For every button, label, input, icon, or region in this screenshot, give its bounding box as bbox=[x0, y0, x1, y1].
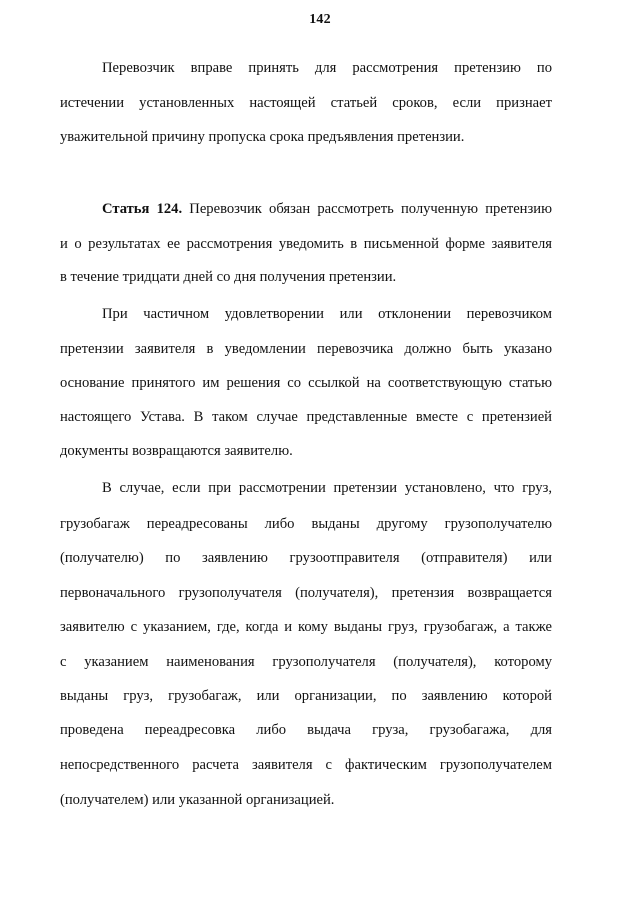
paragraph-4-line-7: выданы груз, грузобагаж, или организации, по заявлению которой bbox=[60, 688, 552, 704]
article-label: Статья 124. bbox=[102, 201, 183, 217]
page-number: 142 bbox=[309, 12, 331, 27]
paragraph-1-line-2: истечении установленных настоящей статьей сроков, если признает bbox=[60, 95, 552, 111]
paragraph-2-line-3: в течение тридцати дней со дня получения претензии. bbox=[60, 269, 397, 285]
paragraph-3-line-2: претензии заявителя в уведомлении перевозчика должно быть указано bbox=[60, 341, 552, 357]
paragraph-4-line-6: с указанием наименования грузополучателя (получателя), которому bbox=[60, 654, 552, 670]
paragraph-3-line-3: основание принятого им решения со ссылкой на соответствующую статью bbox=[60, 375, 552, 391]
paragraph-2-line-2: и о результатах ее рассмотрения уведомить в письменной форме заявителя bbox=[60, 236, 552, 252]
paragraph-4-line-2: грузобагаж переадресованы либо выданы другому грузополучателю bbox=[60, 516, 552, 532]
paragraph-4-line-4: первоначального грузополучателя (получателя), претензия возвращается bbox=[60, 585, 552, 601]
paragraph-4-line-3: (получателю) по заявлению грузоотправителя (отправителя) или bbox=[60, 550, 552, 566]
paragraph-4-line-1: В случае, если при рассмотрении претензии установлено, что груз, bbox=[102, 480, 552, 496]
paragraph-4-line-5: заявителю с указанием, где, когда и кому выданы груз, грузобагаж, а также bbox=[60, 619, 552, 635]
paragraph-3-line-5: документы возвращаются заявителю. bbox=[60, 443, 293, 459]
paragraph-1-line-3: уважительной причину пропуска срока предъявления претензии. bbox=[60, 129, 465, 145]
paragraph-4-line-9: непосредственного расчета заявителя с фактическим грузополучателем bbox=[60, 757, 552, 773]
paragraph-3-line-1: При частичном удовлетворении или отклонении перевозчиком bbox=[102, 306, 552, 322]
paragraph-4-line-8: проведена переадресовка либо выдача груза, грузобагажа, для bbox=[60, 722, 552, 738]
paragraph-4-line-10: (получателем) или указанной организацией. bbox=[60, 792, 335, 808]
paragraph-3-line-4: настоящего Устава. В таком случае представленные вместе с претензией bbox=[60, 409, 552, 425]
paragraph-1-line-1: Перевозчик вправе принять для рассмотрения претензию по bbox=[102, 60, 552, 76]
paragraph-2-line-1 bbox=[102, 200, 552, 218]
article-text-start: Перевозчик обязан рассмотреть полученную претензию bbox=[189, 201, 552, 217]
